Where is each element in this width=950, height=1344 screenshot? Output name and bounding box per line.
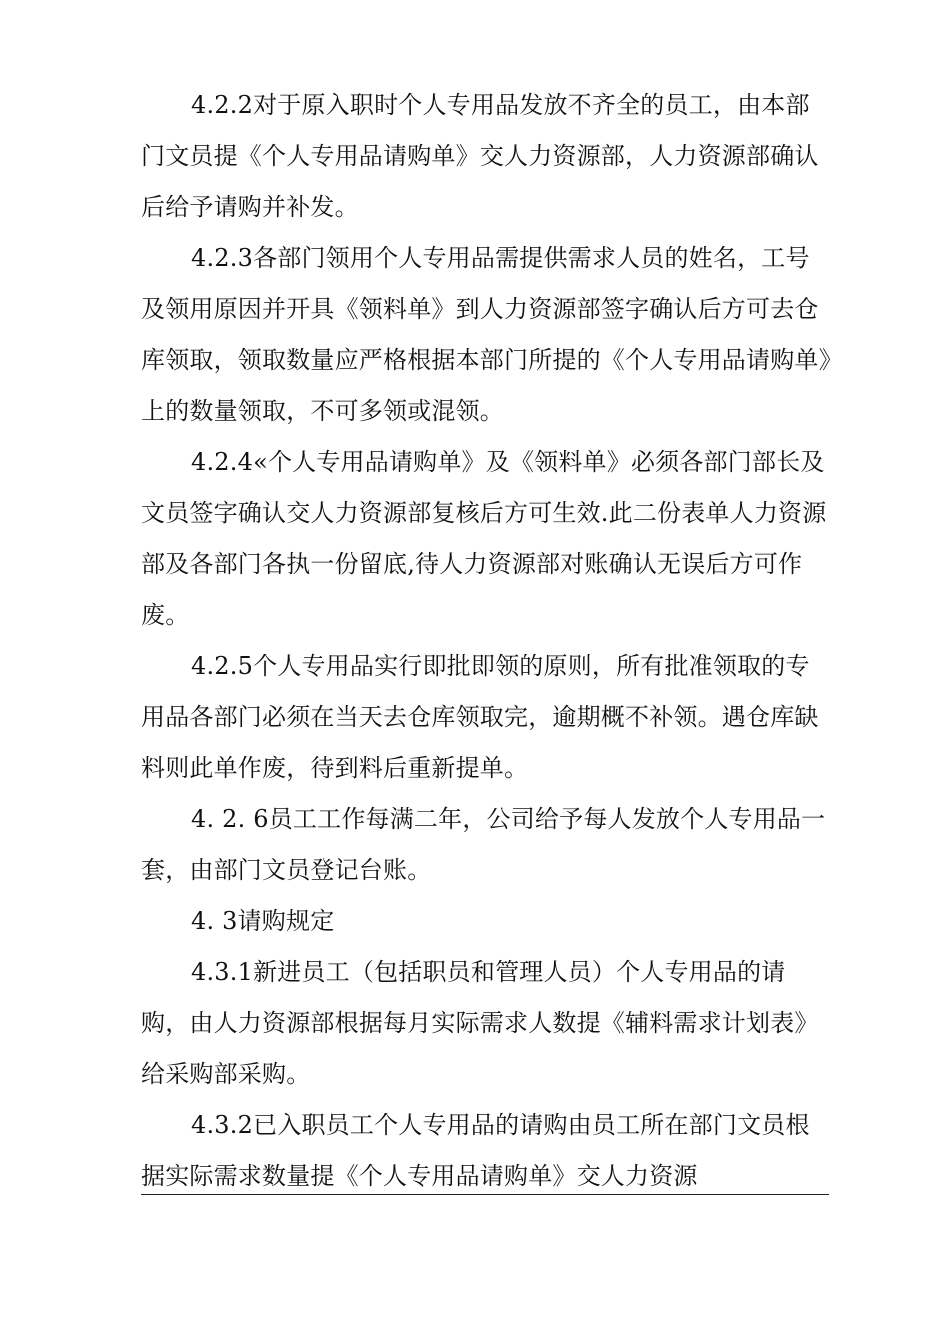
paragraph-4-3-2: 4.3.2已入职员工个人专用品的请购由员工所在部门文员根据实际需求数量提《个人专用品请购单》交人力资源	[141, 1111, 810, 1190]
paragraph-4-2-5: 4.2.5个人专用品实行即批即领的原则，所有批准领取的专用品各部门必须在当天去仓库领取完，逾期概不补领。遇仓库缺料则此单作废，待到料后重新提单。	[141, 652, 819, 782]
paragraph-4-3-1: 4.3.1新进员工（包括职员和管理人员）个人专用品的请购，由人力资源部根据每月实际需求人数提《辅料需求计划表》给采购部采购。	[141, 958, 819, 1088]
paragraph-4-2-4: 4.2.4«个人专用品请购单》及《领料单》必须各部门部长及文员签字确认交人力资源部复核后方可生效.此二份表单人力资源部及各部门各执一份留底,待人力资源部对账确认无误后方可作废。	[141, 448, 827, 629]
section-heading-4-3: 4. 3请购规定	[191, 907, 335, 935]
paragraph-4-2-6: 4. 2. 6员工工作每满二年，公司给予每人发放个人专用品一套，由部门文员登记台账。	[141, 805, 826, 884]
footer-divider	[141, 1194, 829, 1195]
paragraph-4-2-2: 4.2.2对于原入职时个人专用品发放不齐全的员工，由本部门文员提《个人专用品请购单》交人力资源部，人力资源部确认后给予请购并补发。	[141, 91, 819, 221]
document-body	[141, 80, 831, 1202]
paragraph-4-2-3: 4.2.3各部门领用个人专用品需提供需求人员的姓名，工号及领用原因并开具《领料单》到人力资源部签字确认后方可去仓库领取，领取数量应严格根据本部门所提的《个人专用品请购单》上的数量领取，不可多领或混领。	[141, 244, 831, 425]
